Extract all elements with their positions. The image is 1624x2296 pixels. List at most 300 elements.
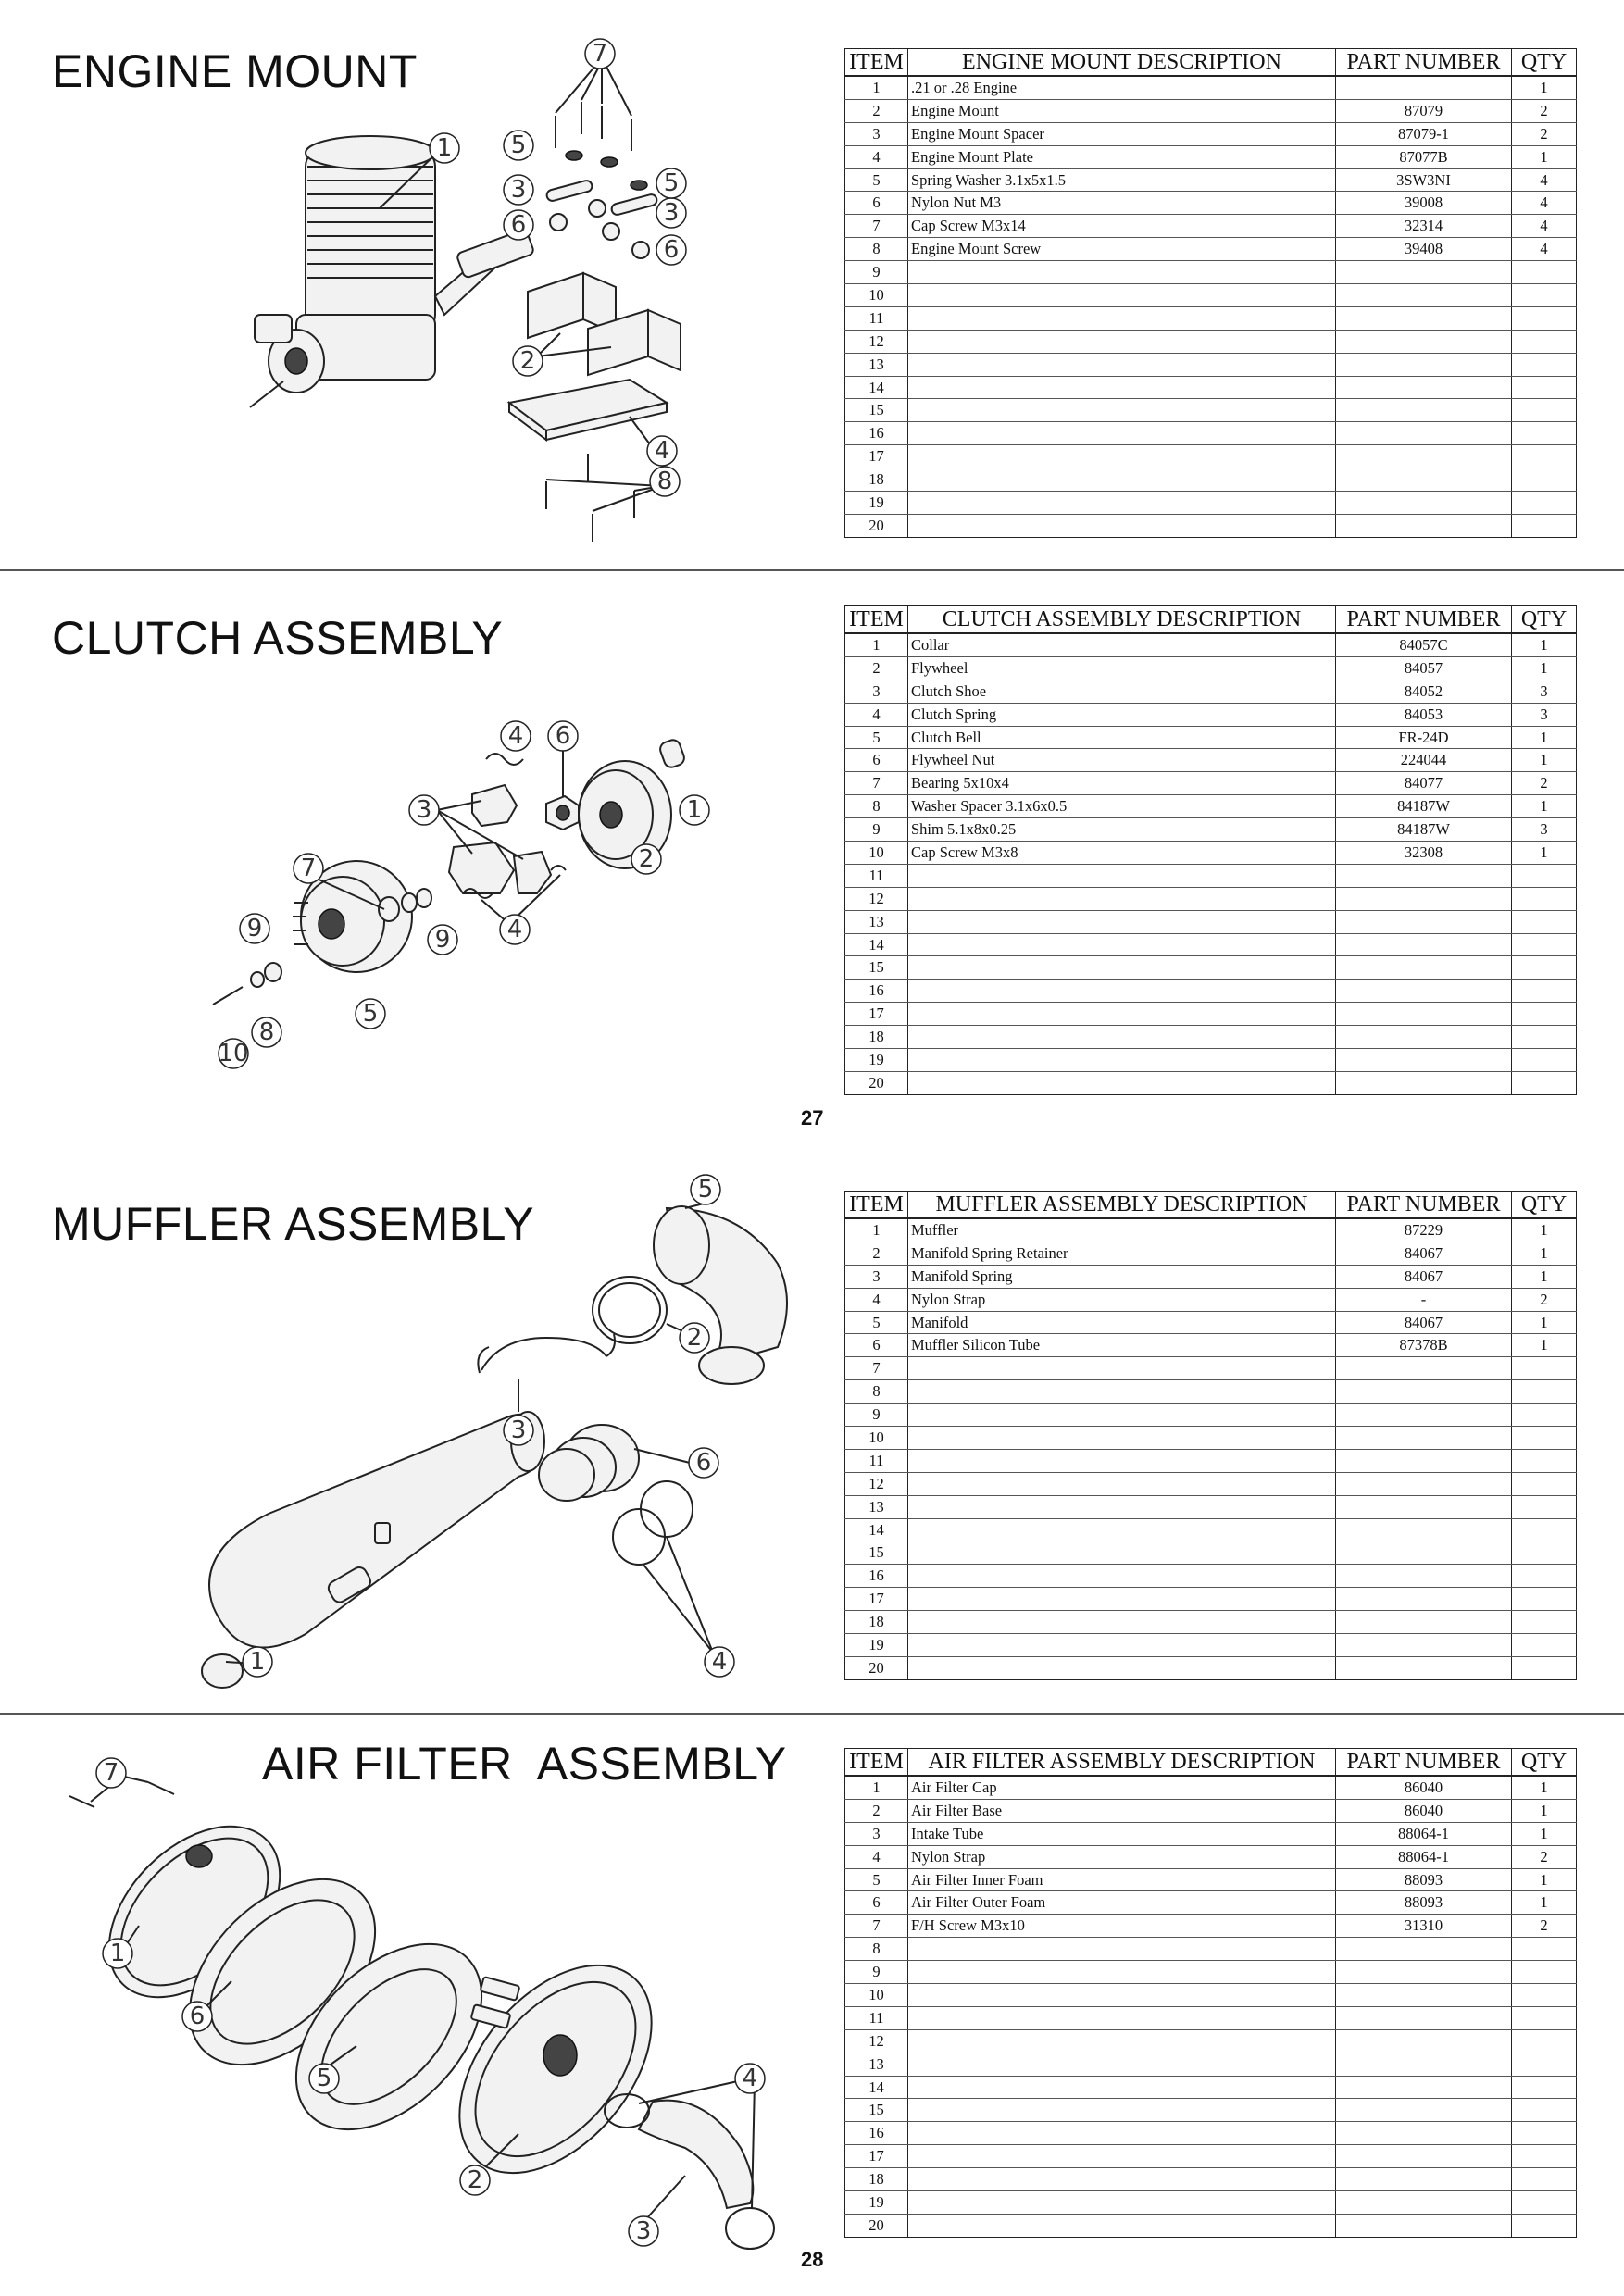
muffler-assembly-diagram [139,1171,759,1708]
part-number-cell: 84057C [1336,633,1512,656]
part-number-cell [1336,330,1512,353]
part-number-cell: - [1336,1288,1512,1311]
item-cell: 14 [845,376,908,399]
qty-cell [1512,306,1577,330]
part-number-cell [1336,306,1512,330]
engine-mount-plate [509,380,667,440]
qty-cell: 4 [1512,215,1577,238]
item-cell: 6 [845,1334,908,1357]
description-cell [908,2076,1336,2099]
table-row [845,1938,1577,1961]
section-title-engine-mount: ENGINE MOUNT [52,45,418,97]
description-cell: Manifold Spring [908,1265,1336,1288]
description-cell: Shim 5.1x8x0.25 [908,818,1336,842]
part-number-cell: 87079 [1336,99,1512,122]
part-number-cell: 84067 [1336,1242,1512,1265]
table-row [845,1611,1577,1634]
callout-4a: 4 [507,722,524,750]
description-cell: Spring Washer 3.1x5x1.5 [908,168,1336,192]
qty-cell [1512,910,1577,933]
description-cell: Air Filter Inner Foam [908,1868,1336,1891]
table-row [845,1495,1577,1518]
item-cell: 10 [845,1984,908,2007]
table-row [845,1404,1577,1427]
description-cell: Collar [908,633,1336,656]
qty-cell [1512,933,1577,956]
header-qty: QTY [1512,606,1577,634]
qty-cell: 1 [1512,1776,1577,1799]
table-row [845,1776,1577,1799]
item-cell: 15 [845,2099,908,2122]
part-number-cell: 84187W [1336,818,1512,842]
table-row [845,818,1577,842]
qty-cell [1512,1565,1577,1588]
table-row [845,2053,1577,2076]
item-cell: 9 [845,818,908,842]
table-row [845,514,1577,537]
qty-cell [1512,1071,1577,1094]
item-cell: 11 [845,2006,908,2029]
callout-4b: 4 [506,916,523,943]
description-cell [908,887,1336,910]
table-row [845,1915,1577,1938]
qty-cell [1512,2099,1577,2122]
part-number-cell: 32308 [1336,842,1512,865]
description-cell [908,2053,1336,2076]
part-number-cell [1336,2122,1512,2145]
description-cell [908,1380,1336,1404]
part-number-cell: 32314 [1336,215,1512,238]
part-number-cell [1336,1357,1512,1380]
item-cell: 12 [845,887,908,910]
description-cell: Muffler Silicon Tube [908,1334,1336,1357]
clutch-shoes [449,785,551,893]
item-cell: 6 [845,192,908,215]
qty-cell: 1 [1512,1891,1577,1915]
description-cell: Engine Mount Spacer [908,122,1336,145]
part-number-cell [1336,933,1512,956]
item-cell: 2 [845,1242,908,1265]
description-cell [908,864,1336,887]
part-number-cell [1336,864,1512,887]
callout-2: 2 [638,845,655,873]
header-item: ITEM [845,1192,908,1219]
table-row [845,1868,1577,1891]
item-cell: 5 [845,726,908,749]
callout-9a: 9 [246,915,263,942]
item-cell: 4 [845,703,908,726]
table-row [845,887,1577,910]
part-number-cell [1336,1026,1512,1049]
callout-9b: 9 [434,926,451,954]
table-row [845,1049,1577,1072]
description-cell [908,261,1336,284]
table-row [845,1311,1577,1334]
item-cell: 12 [845,330,908,353]
qty-cell [1512,2214,1577,2237]
item-cell: 2 [845,1799,908,1822]
item-cell: 20 [845,1071,908,1094]
page-number: 28 [801,2248,824,2271]
qty-cell: 2 [1512,1845,1577,1868]
part-number-cell [1336,261,1512,284]
qty-cell: 1 [1512,842,1577,865]
clutch-assembly-diagram [185,704,704,1092]
table-row [845,1656,1577,1679]
item-cell: 14 [845,933,908,956]
description-cell [908,980,1336,1003]
description-cell [908,2122,1336,2145]
part-number-cell [1336,1003,1512,1026]
table-row [845,749,1577,772]
description-cell [908,1961,1336,1984]
item-cell: 4 [845,1288,908,1311]
table-row [845,1334,1577,1357]
part-number-cell [1336,956,1512,980]
table-row [845,1891,1577,1915]
qty-cell: 1 [1512,1334,1577,1357]
table-row [845,1357,1577,1380]
qty-cell [1512,1634,1577,1657]
qty-cell [1512,1961,1577,1984]
table-row [845,261,1577,284]
table-row [845,168,1577,192]
item-cell: 8 [845,1938,908,1961]
item-cell: 1 [845,633,908,656]
qty-cell: 1 [1512,1311,1577,1334]
callout-3: 3 [510,1416,527,1444]
item-cell: 8 [845,238,908,261]
description-cell: Washer Spacer 3.1x6x0.5 [908,795,1336,818]
description-cell [908,1049,1336,1072]
description-cell [908,1495,1336,1518]
table-row [845,1565,1577,1588]
qty-cell [1512,492,1577,515]
table-row [845,376,1577,399]
description-cell: Air Filter Base [908,1799,1336,1822]
qty-cell [1512,1495,1577,1518]
callout-3: 3 [416,796,432,824]
table-row [845,956,1577,980]
item-cell: 4 [845,1845,908,1868]
item-cell: 5 [845,168,908,192]
item-cell: 1 [845,1218,908,1242]
section-divider [0,569,1624,571]
item-cell: 5 [845,1311,908,1334]
qty-cell: 1 [1512,656,1577,680]
part-number-cell [1336,399,1512,422]
qty-cell [1512,1518,1577,1541]
item-cell: 9 [845,261,908,284]
table-row [845,1822,1577,1845]
description-cell [908,1656,1336,1679]
part-number-cell: FR-24D [1336,726,1512,749]
qty-cell: 1 [1512,1799,1577,1822]
table-row [845,2122,1577,2145]
part-number-cell [1336,284,1512,307]
callout-1: 1 [436,134,453,162]
callout-3b: 3 [663,199,680,227]
callout-4: 4 [711,1648,728,1676]
qty-cell [1512,887,1577,910]
callout-2: 2 [686,1324,703,1352]
qty-cell: 1 [1512,726,1577,749]
item-cell: 18 [845,2168,908,2191]
description-cell: Engine Mount [908,99,1336,122]
qty-cell: 1 [1512,76,1577,99]
qty-cell [1512,2122,1577,2145]
part-number-cell [1336,1495,1512,1518]
part-number-cell: 39408 [1336,238,1512,261]
intake-tube [639,2101,753,2208]
qty-cell: 1 [1512,145,1577,168]
table-row [845,2191,1577,2215]
description-cell [908,1026,1336,1049]
page-number: 27 [801,1106,824,1129]
description-cell [908,1518,1336,1541]
part-number-cell [1336,445,1512,468]
item-cell: 5 [845,1868,908,1891]
item-cell: 10 [845,842,908,865]
part-number-cell: 88064-1 [1336,1845,1512,1868]
callout-4: 4 [742,2065,758,2092]
table-row [845,1799,1577,1822]
item-cell: 19 [845,492,908,515]
section-title-muffler-assembly: MUFFLER ASSEMBLY [52,1198,535,1250]
part-number-cell [1336,1449,1512,1472]
item-cell: 17 [845,445,908,468]
item-cell: 1 [845,1776,908,1799]
table-row [845,284,1577,307]
table-row [845,1071,1577,1094]
description-cell [908,1565,1336,1588]
qty-cell [1512,980,1577,1003]
description-cell: F/H Screw M3x10 [908,1915,1336,1938]
description-cell [908,2029,1336,2053]
engine-illustration [250,136,534,407]
item-cell: 17 [845,1003,908,1026]
qty-cell [1512,1026,1577,1049]
qty-cell [1512,2029,1577,2053]
description-cell: Manifold [908,1311,1336,1334]
part-number-cell: 86040 [1336,1776,1512,1799]
hardware-top [545,102,657,258]
description-cell [908,1472,1336,1495]
part-number-cell: 88064-1 [1336,1822,1512,1845]
table-row [845,633,1577,656]
table-row [845,2076,1577,2099]
callout-6: 6 [189,2003,206,2030]
callout-7: 7 [300,855,317,882]
qty-cell: 3 [1512,703,1577,726]
item-cell: 11 [845,864,908,887]
qty-cell [1512,2076,1577,2099]
manifold-spring [478,1334,615,1373]
description-cell: Muffler [908,1218,1336,1242]
part-number-cell: 87229 [1336,1218,1512,1242]
description-cell: Cap Screw M3x8 [908,842,1336,865]
qty-cell [1512,1656,1577,1679]
header-part-number: PART NUMBER [1336,1749,1512,1777]
description-cell: Clutch Shoe [908,680,1336,703]
item-cell: 3 [845,122,908,145]
table-row [845,145,1577,168]
qty-cell [1512,422,1577,445]
description-cell [908,2099,1336,2122]
part-number-cell [1336,2006,1512,2029]
table-row [845,703,1577,726]
item-cell: 7 [845,772,908,795]
description-cell [908,514,1336,537]
part-number-cell: 39008 [1336,192,1512,215]
table-row [845,1218,1577,1242]
item-cell: 11 [845,1449,908,1472]
item-cell: 12 [845,1472,908,1495]
description-cell [908,1938,1336,1961]
description-cell [908,2006,1336,2029]
qty-cell [1512,1003,1577,1026]
part-number-cell [1336,1588,1512,1611]
header-qty: QTY [1512,1749,1577,1777]
callout-5: 5 [316,2065,332,2092]
description-cell: Clutch Spring [908,703,1336,726]
qty-cell [1512,1049,1577,1072]
part-number-cell [1336,1518,1512,1541]
air-filter-assembly-diagram [37,1741,815,2287]
header-qty: QTY [1512,1192,1577,1219]
table-row [845,656,1577,680]
description-cell [908,1357,1336,1380]
qty-cell: 2 [1512,1915,1577,1938]
item-cell: 12 [845,2029,908,2053]
part-number-cell [1336,1472,1512,1495]
description-cell: Engine Mount Plate [908,145,1336,168]
part-number-cell: 84187W [1336,795,1512,818]
description-cell [908,306,1336,330]
description-cell: Intake Tube [908,1822,1336,1845]
item-cell: 18 [845,468,908,492]
part-number-cell [1336,376,1512,399]
qty-cell [1512,1984,1577,2007]
item-cell: 8 [845,795,908,818]
description-cell: Air Filter Outer Foam [908,1891,1336,1915]
item-cell: 9 [845,1404,908,1427]
qty-cell [1512,2006,1577,2029]
table-row [845,1472,1577,1495]
qty-cell: 4 [1512,192,1577,215]
qty-cell [1512,330,1577,353]
description-cell [908,1541,1336,1565]
description-cell [908,2168,1336,2191]
description-cell [908,422,1336,445]
table-row [845,864,1577,887]
item-cell: 14 [845,2076,908,2099]
description-cell: .21 or .28 Engine [908,76,1336,99]
qty-cell [1512,1449,1577,1472]
manifold [654,1206,787,1384]
callout-2: 2 [519,347,536,375]
description-cell: Engine Mount Screw [908,238,1336,261]
qty-cell: 3 [1512,680,1577,703]
table-row [845,1518,1577,1541]
item-cell: 6 [845,1891,908,1915]
air-filter-assembly-parts-table [844,1748,1577,2238]
qty-cell [1512,468,1577,492]
table-row [845,1242,1577,1265]
header-part-number: PART NUMBER [1336,1192,1512,1219]
part-number-cell: 224044 [1336,749,1512,772]
fh-screws [69,1782,174,1807]
part-number-cell [1336,980,1512,1003]
part-number-cell: 84077 [1336,772,1512,795]
item-cell: 2 [845,656,908,680]
table-row [845,215,1577,238]
description-cell: Nylon Strap [908,1845,1336,1868]
hardware-bottom [546,454,634,542]
qty-cell: 4 [1512,168,1577,192]
qty-cell: 4 [1512,238,1577,261]
qty-cell [1512,445,1577,468]
item-cell: 6 [845,749,908,772]
item-cell: 2 [845,99,908,122]
qty-cell: 1 [1512,1822,1577,1845]
spring-retainer [593,1277,667,1343]
item-cell: 8 [845,1380,908,1404]
flywheel-illustration [579,738,686,868]
description-cell: Cap Screw M3x14 [908,215,1336,238]
part-number-cell [1336,1938,1512,1961]
description-cell: Flywheel [908,656,1336,680]
item-cell: 19 [845,1049,908,1072]
description-cell [908,1588,1336,1611]
table-row [845,468,1577,492]
description-cell [908,2145,1336,2168]
qty-cell [1512,261,1577,284]
table-row [845,1588,1577,1611]
item-cell: 20 [845,514,908,537]
qty-cell: 1 [1512,1242,1577,1265]
engine-mount-diagram [231,37,713,565]
part-number-cell [1336,422,1512,445]
description-cell [908,2214,1336,2237]
callout-7: 7 [103,1759,119,1787]
description-cell [908,1404,1336,1427]
callout-5a: 5 [510,131,527,159]
part-number-cell [1336,2214,1512,2237]
table-row [845,842,1577,865]
header-description: ENGINE MOUNT DESCRIPTION [908,49,1336,77]
table-row [845,2006,1577,2029]
description-cell: Nylon Nut M3 [908,192,1336,215]
description-cell [908,1427,1336,1450]
table-row [845,1003,1577,1026]
engine-mount-parts-table [844,48,1577,538]
qty-cell: 3 [1512,818,1577,842]
part-number-cell: 87378B [1336,1334,1512,1357]
table-row [845,99,1577,122]
qty-cell: 1 [1512,749,1577,772]
part-number-cell: 87077B [1336,145,1512,168]
qty-cell: 1 [1512,795,1577,818]
part-number-cell [1336,1961,1512,1984]
part-number-cell [1336,2099,1512,2122]
item-cell: 7 [845,1357,908,1380]
description-cell [908,1984,1336,2007]
description-cell: Flywheel Nut [908,749,1336,772]
item-cell: 16 [845,980,908,1003]
part-number-cell [1336,1404,1512,1427]
table-row [845,122,1577,145]
